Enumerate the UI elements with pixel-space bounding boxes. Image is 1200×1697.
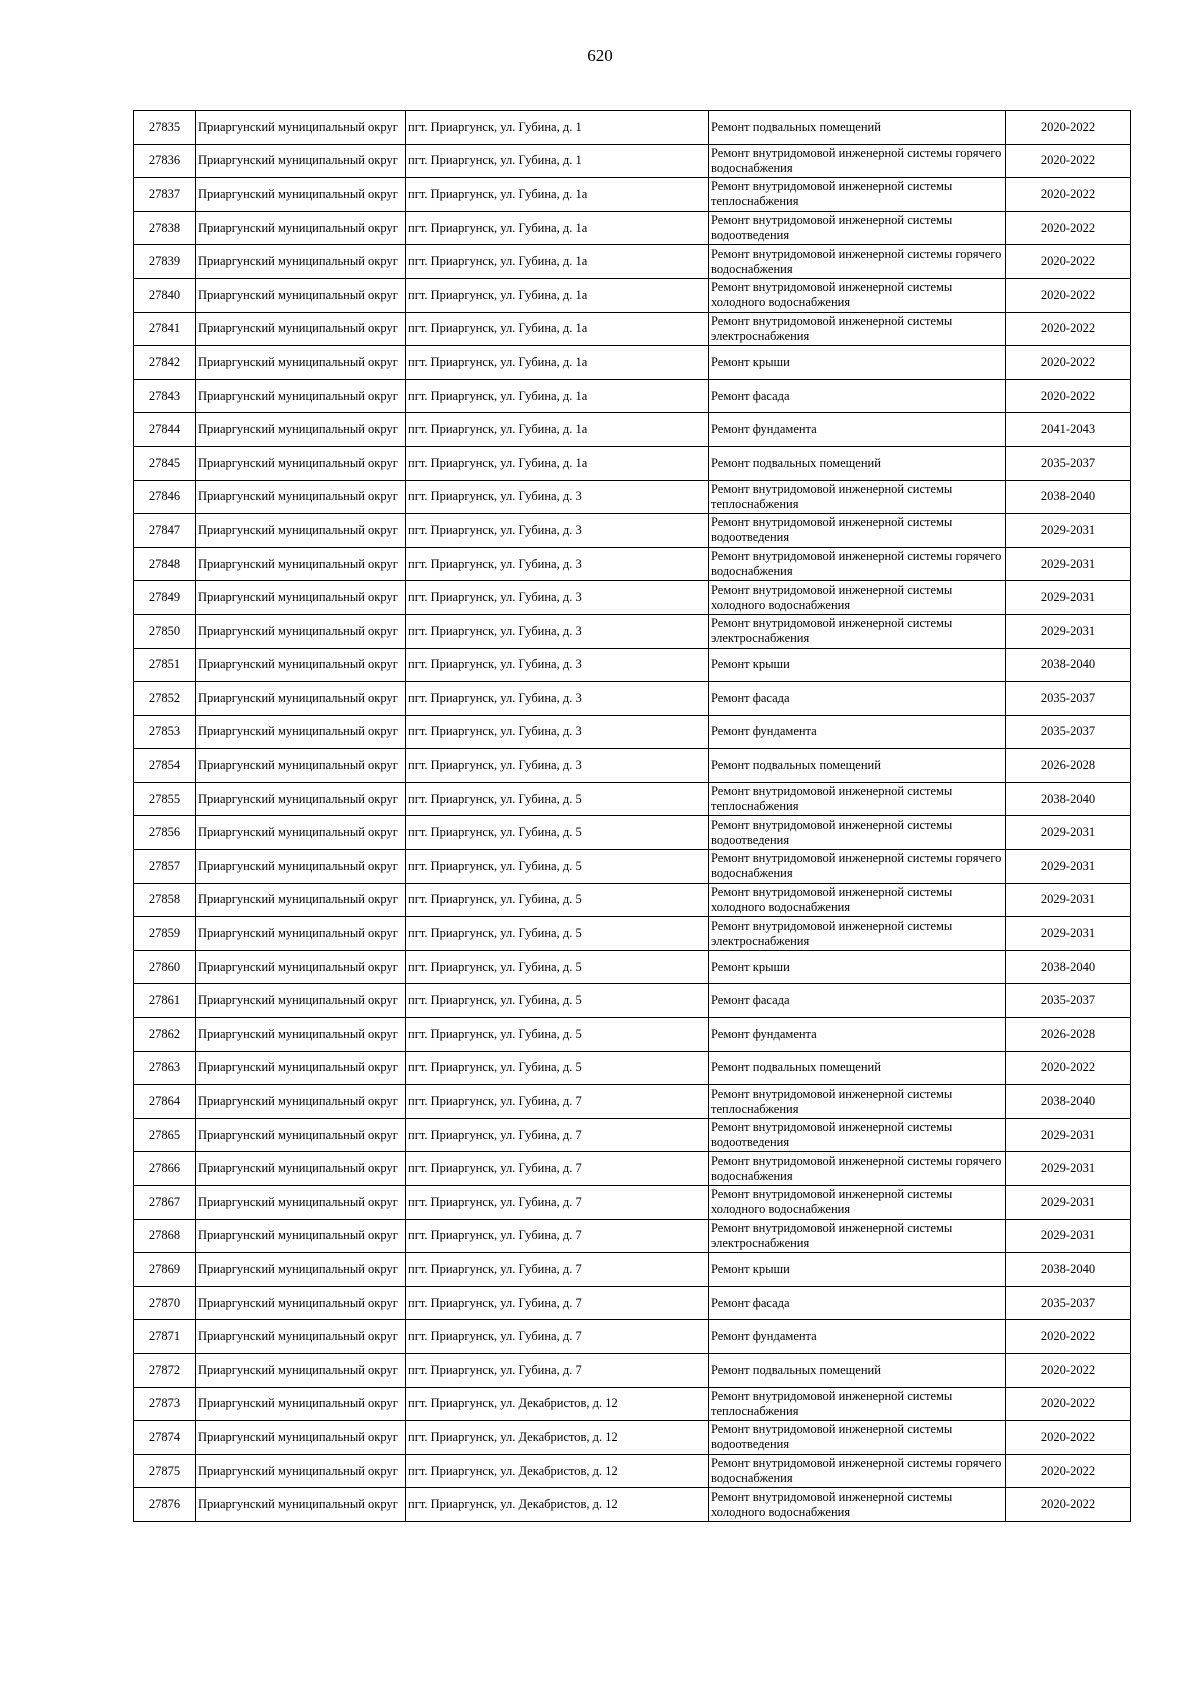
table-row	[134, 547, 1131, 581]
period-cell: 2020-2022	[1006, 178, 1131, 212]
record-number-cell: 27869	[134, 1253, 196, 1287]
period-cell: 2029-2031	[1006, 850, 1131, 884]
municipality-cell: Приаргунский муниципальный округ	[196, 547, 406, 581]
municipality-cell: Приаргунский муниципальный округ	[196, 1454, 406, 1488]
municipality-cell: Приаргунский муниципальный округ	[196, 715, 406, 749]
period-cell: 2029-2031	[1006, 816, 1131, 850]
municipality-cell: Приаргунский муниципальный округ	[196, 682, 406, 716]
work-type-cell: Ремонт фундамента	[709, 1320, 1006, 1354]
record-number-cell: 27874	[134, 1421, 196, 1455]
period-cell: 2029-2031	[1006, 1186, 1131, 1220]
municipality-cell: Приаргунский муниципальный округ	[196, 1286, 406, 1320]
table-row	[134, 1454, 1131, 1488]
record-number-cell: 27848	[134, 547, 196, 581]
address-cell: пгт. Приаргунск, ул. Губина, д. 3	[406, 514, 709, 548]
registry-table	[133, 110, 1131, 1522]
record-number-cell: 27852	[134, 682, 196, 716]
period-cell: 2020-2022	[1006, 1387, 1131, 1421]
table-row	[134, 816, 1131, 850]
municipality-cell: Приаргунский муниципальный округ	[196, 514, 406, 548]
address-cell: пгт. Приаргунск, ул. Губина, д. 7	[406, 1152, 709, 1186]
municipality-cell: Приаргунский муниципальный округ	[196, 1018, 406, 1052]
municipality-cell: Приаргунский муниципальный округ	[196, 1253, 406, 1287]
table-row	[134, 614, 1131, 648]
address-cell: пгт. Приаргунск, ул. Губина, д. 1а	[406, 346, 709, 380]
period-cell: 2038-2040	[1006, 648, 1131, 682]
period-cell: 2029-2031	[1006, 1152, 1131, 1186]
municipality-cell: Приаргунский муниципальный округ	[196, 1219, 406, 1253]
record-number-cell: 27842	[134, 346, 196, 380]
table-row	[134, 850, 1131, 884]
municipality-cell: Приаргунский муниципальный округ	[196, 1387, 406, 1421]
work-type-cell: Ремонт внутридомовой инженерной системы водоотведения	[709, 211, 1006, 245]
table-row	[134, 581, 1131, 615]
record-number-cell: 27845	[134, 446, 196, 480]
work-type-cell: Ремонт внутридомовой инженерной системы водоотведения	[709, 1421, 1006, 1455]
address-cell: пгт. Приаргунск, ул. Губина, д. 5	[406, 1051, 709, 1085]
municipality-cell: Приаргунский муниципальный округ	[196, 1152, 406, 1186]
address-cell: пгт. Приаргунск, ул. Губина, д. 1а	[406, 379, 709, 413]
record-number-cell: 27862	[134, 1018, 196, 1052]
record-number-cell: 27863	[134, 1051, 196, 1085]
work-type-cell: Ремонт крыши	[709, 346, 1006, 380]
table-row	[134, 379, 1131, 413]
record-number-cell: 27844	[134, 413, 196, 447]
period-cell: 2020-2022	[1006, 111, 1131, 145]
address-cell: пгт. Приаргунск, ул. Губина, д. 3	[406, 715, 709, 749]
work-type-cell: Ремонт фасада	[709, 984, 1006, 1018]
period-cell: 2020-2022	[1006, 211, 1131, 245]
work-type-cell: Ремонт внутридомовой инженерной системы горячего водоснабжения	[709, 850, 1006, 884]
period-cell: 2038-2040	[1006, 782, 1131, 816]
record-number-cell: 27853	[134, 715, 196, 749]
table-row	[134, 1051, 1131, 1085]
work-type-cell: Ремонт фасада	[709, 1286, 1006, 1320]
record-number-cell: 27838	[134, 211, 196, 245]
record-number-cell: 27866	[134, 1152, 196, 1186]
address-cell: пгт. Приаргунск, ул. Губина, д. 3	[406, 581, 709, 615]
work-type-cell: Ремонт внутридомовой инженерной системы горячего водоснабжения	[709, 245, 1006, 279]
municipality-cell: Приаргунский муниципальный округ	[196, 144, 406, 178]
address-cell: пгт. Приаргунск, ул. Декабристов, д. 12	[406, 1488, 709, 1522]
address-cell: пгт. Приаргунск, ул. Губина, д. 1	[406, 144, 709, 178]
municipality-cell: Приаргунский муниципальный округ	[196, 850, 406, 884]
work-type-cell: Ремонт внутридомовой инженерной системы электроснабжения	[709, 1219, 1006, 1253]
address-cell: пгт. Приаргунск, ул. Губина, д. 1а	[406, 178, 709, 212]
work-type-cell: Ремонт внутридомовой инженерной системы горячего водоснабжения	[709, 547, 1006, 581]
work-type-cell: Ремонт внутридомовой инженерной системы холодного водоснабжения	[709, 883, 1006, 917]
work-type-cell: Ремонт внутридомовой инженерной системы холодного водоснабжения	[709, 1186, 1006, 1220]
municipality-cell: Приаргунский муниципальный округ	[196, 1488, 406, 1522]
address-cell: пгт. Приаргунск, ул. Декабристов, д. 12	[406, 1387, 709, 1421]
address-cell: пгт. Приаргунск, ул. Губина, д. 5	[406, 883, 709, 917]
table-row	[134, 1186, 1131, 1220]
municipality-cell: Приаргунский муниципальный округ	[196, 245, 406, 279]
municipality-cell: Приаргунский муниципальный округ	[196, 379, 406, 413]
record-number-cell: 27873	[134, 1387, 196, 1421]
municipality-cell: Приаргунский муниципальный округ	[196, 749, 406, 783]
address-cell: пгт. Приаргунск, ул. Губина, д. 1а	[406, 413, 709, 447]
period-cell: 2020-2022	[1006, 1421, 1131, 1455]
table-row	[134, 346, 1131, 380]
address-cell: пгт. Приаргунск, ул. Губина, д. 7	[406, 1085, 709, 1119]
table-row	[134, 1488, 1131, 1522]
table-row	[134, 1018, 1131, 1052]
work-type-cell: Ремонт крыши	[709, 648, 1006, 682]
work-type-cell: Ремонт подвальных помещений	[709, 749, 1006, 783]
table-row	[134, 480, 1131, 514]
record-number-cell: 27872	[134, 1353, 196, 1387]
work-type-cell: Ремонт внутридомовой инженерной системы электроснабжения	[709, 917, 1006, 951]
record-number-cell: 27849	[134, 581, 196, 615]
table-row	[134, 1118, 1131, 1152]
municipality-cell: Приаргунский муниципальный округ	[196, 413, 406, 447]
period-cell: 2026-2028	[1006, 749, 1131, 783]
municipality-cell: Приаргунский муниципальный округ	[196, 1118, 406, 1152]
address-cell: пгт. Приаргунск, ул. Губина, д. 3	[406, 749, 709, 783]
record-number-cell: 27841	[134, 312, 196, 346]
period-cell: 2029-2031	[1006, 917, 1131, 951]
record-number-cell: 27839	[134, 245, 196, 279]
municipality-cell: Приаргунский муниципальный округ	[196, 446, 406, 480]
period-cell: 2020-2022	[1006, 379, 1131, 413]
municipality-cell: Приаргунский муниципальный округ	[196, 1421, 406, 1455]
municipality-cell: Приаргунский муниципальный округ	[196, 782, 406, 816]
period-cell: 2035-2037	[1006, 1286, 1131, 1320]
record-number-cell: 27856	[134, 816, 196, 850]
municipality-cell: Приаргунский муниципальный округ	[196, 581, 406, 615]
address-cell: пгт. Приаргунск, ул. Губина, д. 3	[406, 547, 709, 581]
record-number-cell: 27868	[134, 1219, 196, 1253]
period-cell: 2035-2037	[1006, 682, 1131, 716]
work-type-cell: Ремонт внутридомовой инженерной системы холодного водоснабжения	[709, 278, 1006, 312]
address-cell: пгт. Приаргунск, ул. Губина, д. 1а	[406, 446, 709, 480]
period-cell: 2026-2028	[1006, 1018, 1131, 1052]
municipality-cell: Приаргунский муниципальный округ	[196, 917, 406, 951]
record-number-cell: 27840	[134, 278, 196, 312]
address-cell: пгт. Приаргунск, ул. Губина, д. 5	[406, 984, 709, 1018]
table-row	[134, 278, 1131, 312]
record-number-cell: 27871	[134, 1320, 196, 1354]
work-type-cell: Ремонт внутридомовой инженерной системы теплоснабжения	[709, 1387, 1006, 1421]
period-cell: 2020-2022	[1006, 1454, 1131, 1488]
table-row	[134, 111, 1131, 145]
record-number-cell: 27865	[134, 1118, 196, 1152]
record-number-cell: 27864	[134, 1085, 196, 1119]
period-cell: 2029-2031	[1006, 581, 1131, 615]
period-cell: 2029-2031	[1006, 1118, 1131, 1152]
address-cell: пгт. Приаргунск, ул. Губина, д. 1а	[406, 278, 709, 312]
record-number-cell: 27857	[134, 850, 196, 884]
address-cell: пгт. Приаргунск, ул. Губина, д. 5	[406, 782, 709, 816]
period-cell: 2020-2022	[1006, 346, 1131, 380]
period-cell: 2029-2031	[1006, 1219, 1131, 1253]
table-row	[134, 1320, 1131, 1354]
record-number-cell: 27859	[134, 917, 196, 951]
table-row	[134, 144, 1131, 178]
table-row	[134, 178, 1131, 212]
address-cell: пгт. Приаргунск, ул. Губина, д. 1	[406, 111, 709, 145]
address-cell: пгт. Приаргунск, ул. Губина, д. 5	[406, 950, 709, 984]
period-cell: 2035-2037	[1006, 715, 1131, 749]
period-cell: 2020-2022	[1006, 144, 1131, 178]
work-type-cell: Ремонт внутридомовой инженерной системы теплоснабжения	[709, 782, 1006, 816]
table-row	[134, 413, 1131, 447]
municipality-cell: Приаргунский муниципальный округ	[196, 1353, 406, 1387]
table-row	[134, 1219, 1131, 1253]
municipality-cell: Приаргунский муниципальный округ	[196, 1051, 406, 1085]
work-type-cell: Ремонт подвальных помещений	[709, 111, 1006, 145]
period-cell: 2029-2031	[1006, 614, 1131, 648]
record-number-cell: 27858	[134, 883, 196, 917]
record-number-cell: 27835	[134, 111, 196, 145]
period-cell: 2038-2040	[1006, 1085, 1131, 1119]
address-cell: пгт. Приаргунск, ул. Декабристов, д. 12	[406, 1421, 709, 1455]
municipality-cell: Приаргунский муниципальный округ	[196, 816, 406, 850]
address-cell: пгт. Приаргунск, ул. Губина, д. 7	[406, 1286, 709, 1320]
work-type-cell: Ремонт фундамента	[709, 1018, 1006, 1052]
address-cell: пгт. Приаргунск, ул. Губина, д. 7	[406, 1320, 709, 1354]
work-type-cell: Ремонт фасада	[709, 682, 1006, 716]
work-type-cell: Ремонт внутридомовой инженерной системы электроснабжения	[709, 312, 1006, 346]
municipality-cell: Приаргунский муниципальный округ	[196, 1085, 406, 1119]
work-type-cell: Ремонт фундамента	[709, 413, 1006, 447]
period-cell: 2020-2022	[1006, 278, 1131, 312]
period-cell: 2020-2022	[1006, 312, 1131, 346]
record-number-cell: 27837	[134, 178, 196, 212]
municipality-cell: Приаргунский муниципальный округ	[196, 111, 406, 145]
table-row	[134, 1421, 1131, 1455]
table-row	[134, 1286, 1131, 1320]
period-cell: 2020-2022	[1006, 1488, 1131, 1522]
page-number: 620	[587, 46, 613, 65]
table-row	[134, 1353, 1131, 1387]
table-row	[134, 1085, 1131, 1119]
address-cell: пгт. Приаргунск, ул. Губина, д. 3	[406, 614, 709, 648]
municipality-cell: Приаргунский муниципальный округ	[196, 480, 406, 514]
table-row	[134, 749, 1131, 783]
work-type-cell: Ремонт крыши	[709, 1253, 1006, 1287]
address-cell: пгт. Приаргунск, ул. Губина, д. 7	[406, 1219, 709, 1253]
municipality-cell: Приаргунский муниципальный округ	[196, 278, 406, 312]
municipality-cell: Приаргунский муниципальный округ	[196, 984, 406, 1018]
table-row	[134, 245, 1131, 279]
period-cell: 2038-2040	[1006, 1253, 1131, 1287]
period-cell: 2038-2040	[1006, 480, 1131, 514]
table-row	[134, 1387, 1131, 1421]
record-number-cell: 27867	[134, 1186, 196, 1220]
period-cell: 2038-2040	[1006, 950, 1131, 984]
record-number-cell: 27843	[134, 379, 196, 413]
period-cell: 2041-2043	[1006, 413, 1131, 447]
table-row	[134, 1253, 1131, 1287]
municipality-cell: Приаргунский муниципальный округ	[196, 648, 406, 682]
record-number-cell: 27847	[134, 514, 196, 548]
address-cell: пгт. Приаргунск, ул. Губина, д. 1а	[406, 211, 709, 245]
work-type-cell: Ремонт внутридомовой инженерной системы водоотведения	[709, 1118, 1006, 1152]
period-cell: 2020-2022	[1006, 245, 1131, 279]
address-cell: пгт. Приаргунск, ул. Губина, д. 7	[406, 1253, 709, 1287]
period-cell: 2029-2031	[1006, 547, 1131, 581]
municipality-cell: Приаргунский муниципальный округ	[196, 346, 406, 380]
municipality-cell: Приаргунский муниципальный округ	[196, 614, 406, 648]
record-number-cell: 27836	[134, 144, 196, 178]
work-type-cell: Ремонт фасада	[709, 379, 1006, 413]
record-number-cell: 27876	[134, 1488, 196, 1522]
table-row	[134, 514, 1131, 548]
work-type-cell: Ремонт внутридомовой инженерной системы горячего водоснабжения	[709, 1454, 1006, 1488]
work-type-cell: Ремонт подвальных помещений	[709, 1353, 1006, 1387]
municipality-cell: Приаргунский муниципальный округ	[196, 1186, 406, 1220]
municipality-cell: Приаргунский муниципальный округ	[196, 1320, 406, 1354]
period-cell: 2020-2022	[1006, 1353, 1131, 1387]
period-cell: 2020-2022	[1006, 1051, 1131, 1085]
record-number-cell: 27875	[134, 1454, 196, 1488]
work-type-cell: Ремонт внутридомовой инженерной системы теплоснабжения	[709, 1085, 1006, 1119]
table-row	[134, 446, 1131, 480]
table-row	[134, 950, 1131, 984]
address-cell: пгт. Приаргунск, ул. Губина, д. 5	[406, 816, 709, 850]
period-cell: 2029-2031	[1006, 883, 1131, 917]
address-cell: пгт. Приаргунск, ул. Декабристов, д. 12	[406, 1454, 709, 1488]
work-type-cell: Ремонт подвальных помещений	[709, 1051, 1006, 1085]
work-type-cell: Ремонт внутридомовой инженерной системы водоотведения	[709, 514, 1006, 548]
municipality-cell: Приаргунский муниципальный округ	[196, 312, 406, 346]
work-type-cell: Ремонт внутридомовой инженерной системы горячего водоснабжения	[709, 144, 1006, 178]
address-cell: пгт. Приаргунск, ул. Губина, д. 7	[406, 1118, 709, 1152]
record-number-cell: 27850	[134, 614, 196, 648]
table-row	[134, 682, 1131, 716]
municipality-cell: Приаргунский муниципальный округ	[196, 883, 406, 917]
work-type-cell: Ремонт внутридомовой инженерной системы горячего водоснабжения	[709, 1152, 1006, 1186]
table-row	[134, 312, 1131, 346]
address-cell: пгт. Приаргунск, ул. Губина, д. 7	[406, 1353, 709, 1387]
municipality-cell: Приаргунский муниципальный округ	[196, 950, 406, 984]
work-type-cell: Ремонт крыши	[709, 950, 1006, 984]
registry-table-body	[134, 111, 1131, 1522]
address-cell: пгт. Приаргунск, ул. Губина, д. 3	[406, 682, 709, 716]
address-cell: пгт. Приаргунск, ул. Губина, д. 1а	[406, 245, 709, 279]
work-type-cell: Ремонт внутридомовой инженерной системы теплоснабжения	[709, 480, 1006, 514]
work-type-cell: Ремонт внутридомовой инженерной системы электроснабжения	[709, 614, 1006, 648]
record-number-cell: 27854	[134, 749, 196, 783]
record-number-cell: 27846	[134, 480, 196, 514]
table-row	[134, 883, 1131, 917]
address-cell: пгт. Приаргунск, ул. Губина, д. 1а	[406, 312, 709, 346]
address-cell: пгт. Приаргунск, ул. Губина, д. 3	[406, 648, 709, 682]
record-number-cell: 27860	[134, 950, 196, 984]
work-type-cell: Ремонт подвальных помещений	[709, 446, 1006, 480]
address-cell: пгт. Приаргунск, ул. Губина, д. 5	[406, 917, 709, 951]
address-cell: пгт. Приаргунск, ул. Губина, д. 7	[406, 1186, 709, 1220]
work-type-cell: Ремонт внутридомовой инженерной системы водоотведения	[709, 816, 1006, 850]
period-cell: 2035-2037	[1006, 446, 1131, 480]
period-cell: 2029-2031	[1006, 514, 1131, 548]
municipality-cell: Приаргунский муниципальный округ	[196, 178, 406, 212]
address-cell: пгт. Приаргунск, ул. Губина, д. 3	[406, 480, 709, 514]
record-number-cell: 27870	[134, 1286, 196, 1320]
record-number-cell: 27855	[134, 782, 196, 816]
record-number-cell: 27861	[134, 984, 196, 1018]
address-cell: пгт. Приаргунск, ул. Губина, д. 5	[406, 1018, 709, 1052]
work-type-cell: Ремонт внутридомовой инженерной системы теплоснабжения	[709, 178, 1006, 212]
table-row	[134, 984, 1131, 1018]
work-type-cell: Ремонт внутридомовой инженерной системы холодного водоснабжения	[709, 1488, 1006, 1522]
table-row	[134, 648, 1131, 682]
work-type-cell: Ремонт фундамента	[709, 715, 1006, 749]
period-cell: 2035-2037	[1006, 984, 1131, 1018]
table-row	[134, 782, 1131, 816]
municipality-cell: Приаргунский муниципальный округ	[196, 211, 406, 245]
record-number-cell: 27851	[134, 648, 196, 682]
address-cell: пгт. Приаргунск, ул. Губина, д. 5	[406, 850, 709, 884]
table-row	[134, 1152, 1131, 1186]
period-cell: 2020-2022	[1006, 1320, 1131, 1354]
table-row	[134, 211, 1131, 245]
table-row	[134, 917, 1131, 951]
work-type-cell: Ремонт внутридомовой инженерной системы холодного водоснабжения	[709, 581, 1006, 615]
table-row	[134, 715, 1131, 749]
